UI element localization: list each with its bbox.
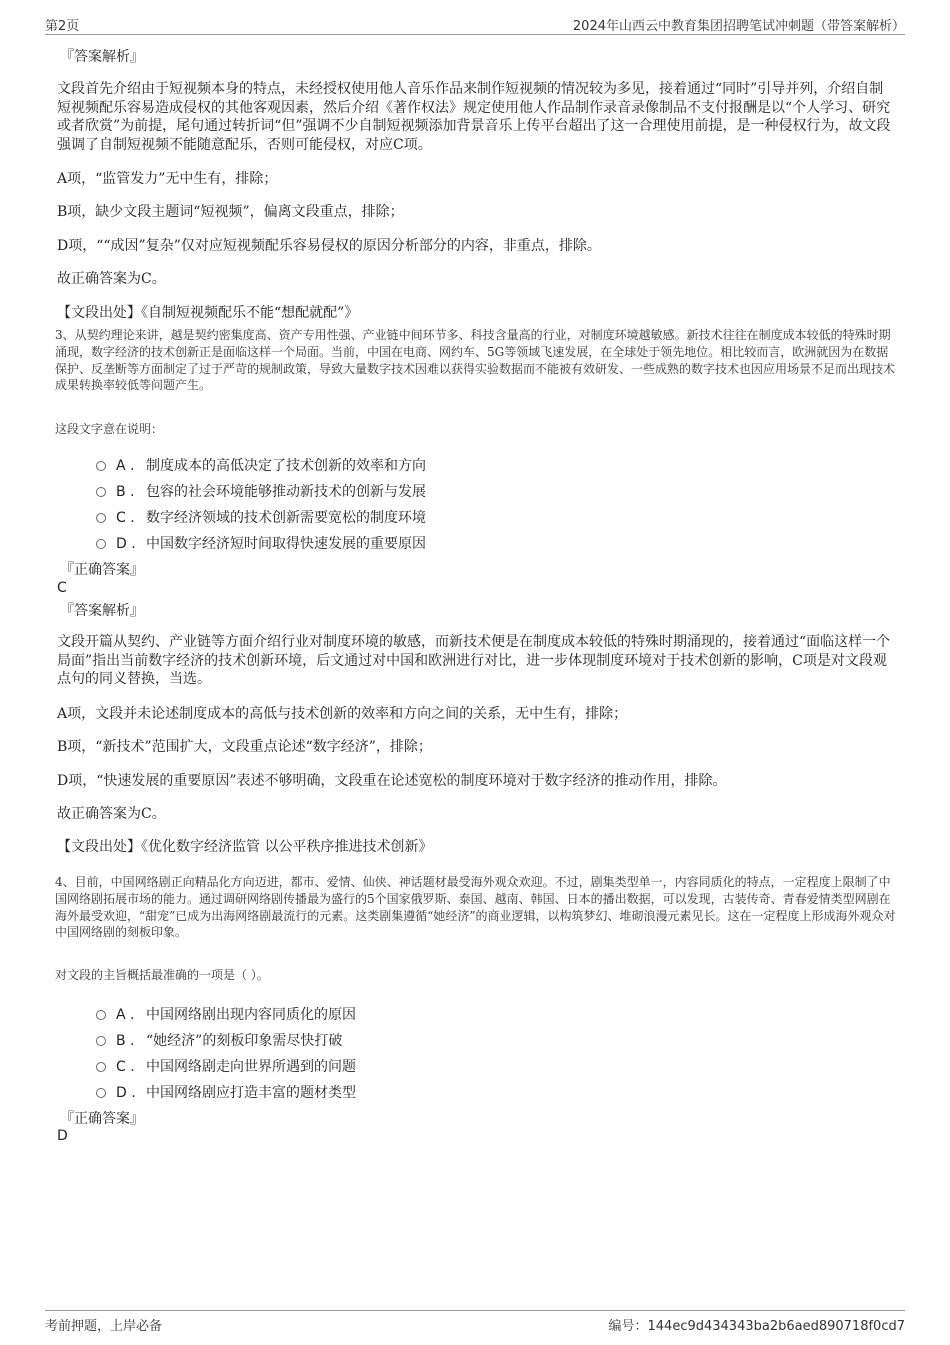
radio-icon[interactable] bbox=[96, 1062, 106, 1072]
q4-answer: D bbox=[57, 1128, 68, 1144]
q2-conclusion: 故正确答案为C。 bbox=[57, 271, 166, 287]
q3-answer: C bbox=[57, 580, 67, 596]
q3-source: 【文段出处】《优化数字经济监管 以公平秩序推进技术创新》 bbox=[57, 839, 433, 855]
q4-option-d[interactable]: D . 中国网络剧应打造丰富的题材类型 bbox=[96, 1082, 356, 1102]
q3-stem: 3、从契约理论来讲，越是契约密集度高、资产专用性强、产业链中间环节多、科技含量高的行业，对制度环境越敏感。新技术往往在制度成本较低的特殊时期涌现，数字经济的技术创新正是面临这样一个局面。当前，中国在电商、网约车、5G等领域飞速发展，在全球处于领先地位。相比较而言，欧洲就因为在数据保护、反垄断等方面制定了过于严苛的规制政策，导致大量数字技术因难以获得实验数据而不能被有效研发、一些成熟的数字技术也因应用场景不足而出现技术成果转换率较低等问题产生。 bbox=[55, 328, 896, 393]
q3-prompt: 这段文字意在说明： bbox=[55, 422, 164, 436]
radio-icon[interactable] bbox=[96, 1088, 106, 1098]
page-number: 第2页 bbox=[45, 19, 80, 34]
q3-option-a-explanation: A项，文段并未论述制度成本的高低与技术创新的效率和方向之间的关系，无中生有，排除； bbox=[57, 706, 628, 722]
q3-option-d-explanation: D项，“快速发展的重要原因”表述不够明确，文段重在论述宽松的制度环境对于数字经济的推动作用，排除。 bbox=[57, 773, 727, 789]
q2-analysis-label: 『答案解析』 bbox=[60, 49, 144, 65]
radio-icon[interactable] bbox=[96, 461, 106, 471]
page-footer bbox=[45, 1310, 905, 1333]
q3-conclusion: 故正确答案为C。 bbox=[57, 806, 166, 822]
radio-icon[interactable] bbox=[96, 539, 106, 549]
q3-answer-label: 『正确答案』 bbox=[60, 562, 144, 578]
q4-option-b[interactable]: B . “她经济”的刻板印象需尽快打破 bbox=[96, 1030, 342, 1050]
footer-slogan: 考前押题，上岸必备 bbox=[45, 1319, 163, 1334]
q4-option-a[interactable]: A . 中国网络剧出现内容同质化的原因 bbox=[96, 1004, 356, 1024]
q3-option-b[interactable]: B . 包容的社会环境能够推动新技术的创新与发展 bbox=[96, 481, 426, 501]
q2-option-d-explanation: D项，““成因”复杂”仅对应短视频配乐容易侵权的原因分析部分的内容，非重点，排除。 bbox=[57, 238, 601, 254]
q3-option-a[interactable]: A . 制度成本的高低决定了技术创新的效率和方向 bbox=[96, 455, 426, 475]
radio-icon[interactable] bbox=[96, 1010, 106, 1020]
q3-option-d[interactable]: D . 中国数字经济短时间取得快速发展的重要原因 bbox=[96, 533, 426, 553]
q4-prompt: 对文段的主旨概括最准确的一项是（ ）。 bbox=[55, 968, 269, 982]
document-title: 2024年山西云中教育集团招聘笔试冲刺题（带答案解析） bbox=[572, 19, 905, 34]
q4-option-c[interactable]: C . 中国网络剧走向世界所遇到的问题 bbox=[96, 1056, 356, 1076]
radio-icon[interactable] bbox=[96, 1036, 106, 1046]
radio-icon[interactable] bbox=[96, 487, 106, 497]
q2-option-b-explanation: B项，缺少文段主题词“短视频”，偏离文段重点，排除； bbox=[57, 204, 404, 220]
q2-option-a-explanation: A项，“监管发力”无中生有，排除； bbox=[57, 171, 278, 187]
q3-analysis-text: 文段开篇从契约、产业链等方面介绍行业对制度环境的敏感，而新技术便是在制度成本较低的特殊时期涌现的，接着通过“面临这样一个局面”指出当前数字经济的技术创新环境，后文通过对中国和欧洲进行对比，进一步体现制度环境对于技术创新的影响，C项是对文段观点句的同义替换，当选。 bbox=[57, 634, 891, 687]
q2-analysis-text: 文段首先介绍由于短视频本身的特点，未经授权使用他人音乐作品来制作短视频的情况较为多见，接着通过“同时”引导并列，介绍自制短视频配乐容易造成侵权的其他客观因素，然后介绍《著作权法》规定使用他人作品制作录音录像制品不支付报酬是以“个人学习、研究或者欣赏”为前提，尾句通过转折词“但”强调不少自制短视频添加背景音乐上传平台超出了这一合理使用前提，是一种侵权行为，故文段强调了自制短视频不能随意配乐，否则可能侵权，对应C项。 bbox=[57, 81, 891, 153]
q3-option-b-explanation: B项，“新技术”范围扩大，文段重点论述“数字经济”，排除； bbox=[57, 739, 432, 755]
q4-stem: 4、目前，中国网络剧正向精品化方向迈进，都市、爱情、仙侠、神话题材最受海外观众欢迎。不过，剧集类型单一，内容同质化的特点，一定程度上限制了中国网络剧拓展市场的能力。通过调研网络剧传播最为盛行的5个国家俄罗斯、泰国、越南、韩国、日本的播出数据，可以发现，古装传奇、青春爱情类型网剧在海外最受欢迎，“甜宠”已成为出海网络剧最流行的元素。这类剧集遵循“她经济”的商业逻辑，以构筑梦幻、堆砌浪漫元素见长。这在一定程度上形成海外观众对中国网络剧的刻板印象。 bbox=[55, 875, 896, 940]
q3-analysis-label: 『答案解析』 bbox=[60, 603, 144, 619]
document-code: 编号：144ec9d434343ba2b6aed890718f0cd7 bbox=[608, 1319, 905, 1334]
q4-answer-label: 『正确答案』 bbox=[60, 1111, 144, 1127]
radio-icon[interactable] bbox=[96, 513, 106, 523]
page-header bbox=[45, 12, 905, 35]
q2-source: 【文段出处】《自制短视频配乐不能“想配就配”》 bbox=[57, 305, 359, 321]
q3-option-c[interactable]: C . 数字经济领域的技术创新需要宽松的制度环境 bbox=[96, 507, 426, 527]
